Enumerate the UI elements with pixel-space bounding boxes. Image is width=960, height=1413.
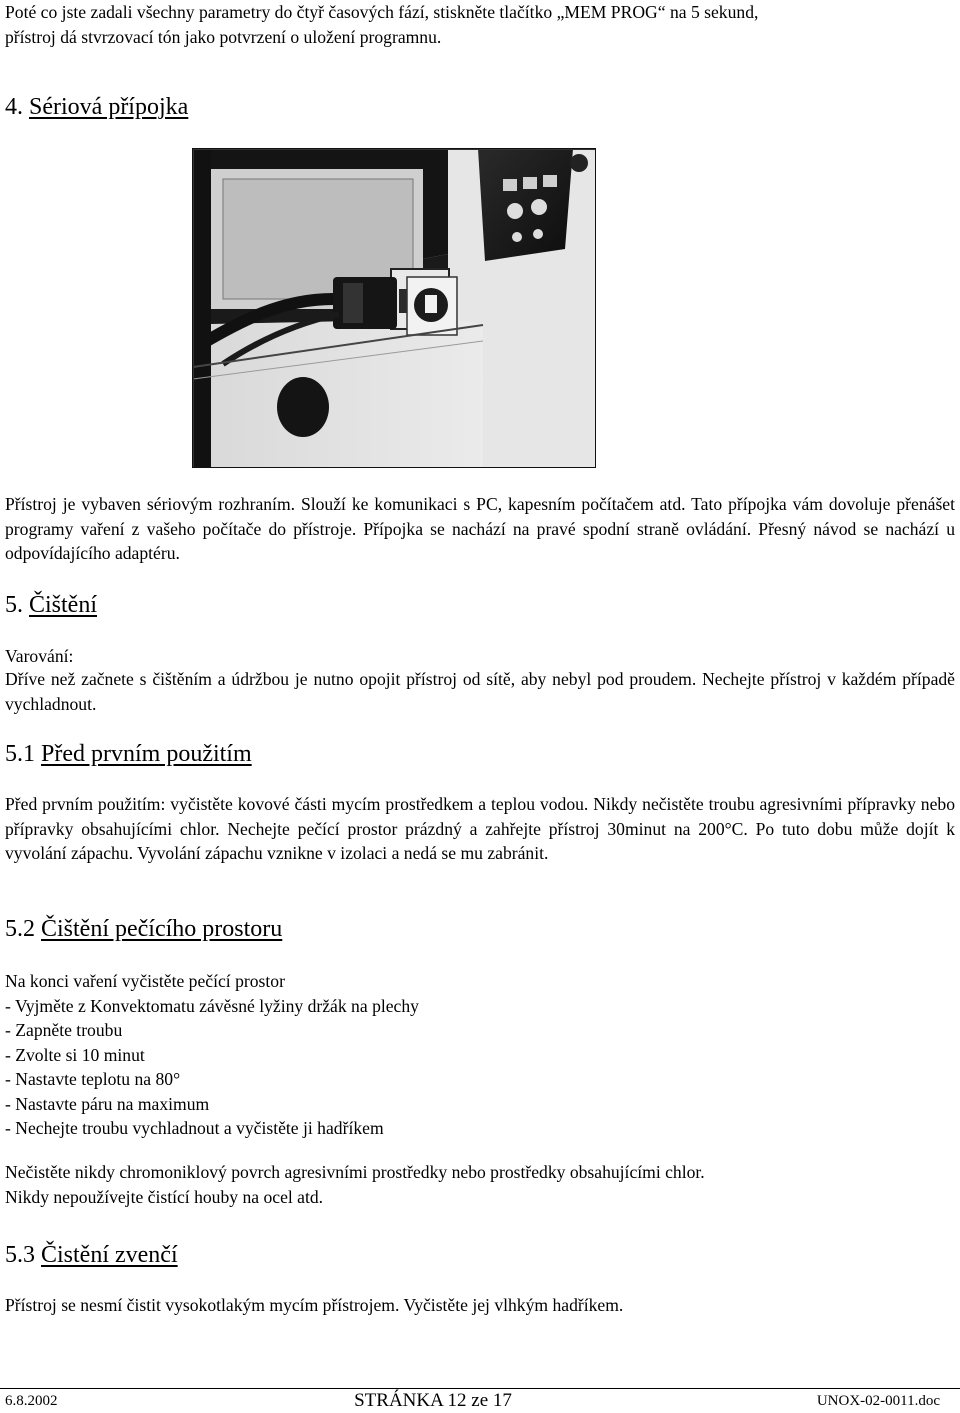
footer-page-number: STRÁNKA 12 ze 17 [354, 1390, 512, 1411]
section-5-3-heading [5, 1240, 178, 1270]
oven-serial-port-photo [192, 148, 596, 468]
section-title: Před prvním použitím [41, 741, 252, 767]
section-5-1-heading [5, 739, 252, 769]
section-title: Čištění [29, 592, 98, 618]
list-item: - Zapněte troubu [5, 1020, 123, 1040]
section-title: Čištění pečícího prostoru [41, 916, 283, 942]
section-5-heading [5, 590, 97, 620]
footer-divider [0, 1388, 960, 1389]
footer-filename: UNOX-02-0011.doc [816, 1393, 940, 1409]
warning-label: Varování: [5, 646, 74, 666]
section-number: 5.1 [5, 741, 35, 767]
intro-line: Poté co jste zadali všechny parametry do čtyř časových fází, stiskněte tlačítko „MEM PROG“ na 5 sekund, [5, 2, 759, 22]
exterior-cleaning-paragraph: Přístroj se nesmí čistit vysokotlakým mycím přístrojem. Vyčistěte jej vlhkým hadříkem. [5, 1295, 624, 1315]
list-item: - Nastavte teplotu na 80° [5, 1069, 181, 1089]
cleaning-steps [5, 969, 955, 1141]
intro-text [5, 0, 955, 49]
list-item: - Zvolte si 10 minut [5, 1044, 145, 1065]
cleaning-note [5, 1160, 955, 1209]
section-number: 5. [5, 592, 23, 618]
intro-line: přístroj dá stvrzovací tón jako potvrzení o uložení programnu. [5, 26, 442, 47]
list-item: Na konci vaření vyčistěte pečící prostor [5, 971, 285, 991]
section-4-heading [5, 92, 188, 122]
serial-port-paragraph: Přístroj je vybaven sériovým rozhraním. Slouží ke komunikaci s PC, kapesním počítačem atd. Tato přípojka vám dovoluje přenášet programy vaření z vašeho počítače do přístroje. Přípojka se nachází na pravé spodní straně ovládání. Přesný návod se nachází u odpovídajícího adaptéru. [5, 494, 955, 563]
footer-date: 6.8.2002 [5, 1393, 58, 1409]
warning-text: Dříve než začnete s čištěním a údržbou je nutno opojit přístroj od sítě, aby nebyl pod proudem. Nechejte přístroj v každém případě vychladnout. [5, 669, 955, 714]
section-number: 5.3 [5, 1242, 35, 1268]
section-number: 5.2 [5, 916, 35, 942]
first-use-paragraph: Před prvním použitím: vyčistěte kovové části mycím prostředkem a teplou vodou. Nikdy nečistěte troubu agresivními přípravky nebo přípravky obsahujícími chlor. Nechejte pečící prostor prázdný a zahřejte přístroj 30minut na 200°C. Po tuto dobu může dojít k vyvolání zápachu. Vyvolání zápachu vznikne v izolaci a nedá se mu zabránit. [5, 794, 955, 863]
list-item: - Vyjměte z Konvektomatu závěsné lyžiny držák na plechy [5, 995, 419, 1016]
section-title: Čistění zvenčí [41, 1242, 178, 1268]
list-item: - Nastavte páru na maximum [5, 1093, 210, 1114]
section-5-2-heading [5, 914, 282, 944]
note-line: Nikdy nepoužívejte čistící houby na ocel atd. [5, 1186, 324, 1207]
note-line: Nečistěte nikdy chromoniklový povrch agresivními prostředky nebo prostředky obsahujícími chlor. [5, 1162, 705, 1182]
list-item: - Nechejte troubu vychladnout a vyčistěte ji hadříkem [5, 1118, 384, 1138]
section-number: 4. [5, 94, 23, 120]
section-title: Sériová přípojka [29, 94, 189, 120]
